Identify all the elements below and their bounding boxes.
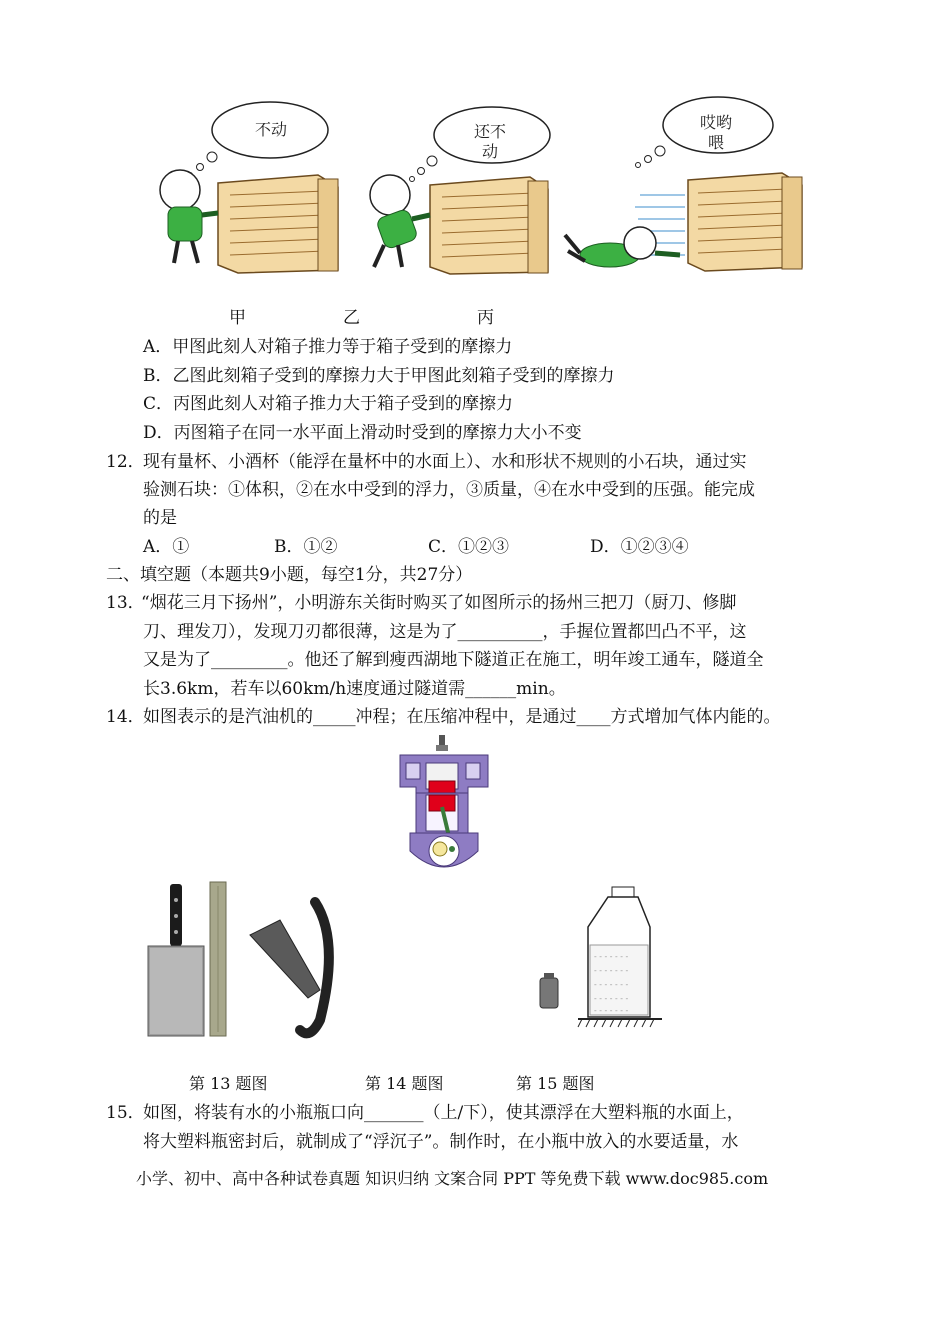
figure-label-yi: 乙 (343, 308, 360, 328)
svg-text:- - - - - - -: - - - - - - - (594, 1006, 629, 1015)
svg-text:- - - - - - -: - - - - - - - (594, 966, 629, 975)
q12-option-b: B．①② (274, 537, 338, 557)
q12-line-2: 验测石块：①体积，②在水中受到的浮力，③质量，④在水中受到的压强。能完成 (143, 480, 755, 500)
q13-line-3: 又是为了_________。他还了解到瘦西湖地下隧道正在施工，明年竣工通车，隧道全 (143, 650, 764, 670)
person-2 (370, 175, 430, 267)
q15-line-1: 如图，将装有水的小瓶瓶口向_______（上/下），使其漂浮在大塑料瓶的水面上， (143, 1103, 744, 1123)
q13-line-2: 刀、理发刀），发现刀刃都很薄，这是为了__________，手握位置都凹凸不平，这 (143, 622, 747, 642)
q15-line-2: 将大塑料瓶密封后，就制成了“浮沉子”。制作时，在小瓶中放入的水要适量，水 (143, 1132, 739, 1152)
crate-2 (430, 177, 548, 274)
figure-label-jia: 甲 (229, 308, 246, 328)
caption-q15: 第 15 题图 (516, 1074, 595, 1093)
floating-diver-bottles (538, 885, 668, 1035)
caption-q13: 第 13 题图 (189, 1074, 268, 1093)
three-knives-photo (140, 880, 340, 1040)
person-3-fallen (565, 227, 680, 267)
q14-number: 14． (106, 707, 145, 727)
svg-text:- - - - - - -: - - - - - - - (594, 952, 629, 961)
svg-text:- - - - - - -: - - - - - - - (594, 994, 629, 1003)
q13-line-1: “烟花三月下扬州”，小明游东关街时购买了如图所示的扬州三把刀（厨刀、修脚 (141, 593, 737, 613)
footer-text: 小学、初中、高中各种试卷真题 知识归纳 文案合同 PPT 等免费下载 www.doc985.com (136, 1169, 769, 1188)
figure-label-bing: 丙 (477, 308, 494, 328)
q12-option-a: A．① (143, 537, 190, 557)
figure-q11 (140, 95, 820, 280)
cloud-text-1: 不动 (254, 120, 287, 139)
crate-1 (218, 175, 338, 273)
figure-q15-bottles (538, 885, 668, 1035)
q13-number: 13． (106, 593, 145, 613)
crate-3-sliding (632, 173, 802, 271)
q12-option-c: C．①②③ (428, 537, 510, 557)
cloud-text-3: 哎哟喂 (699, 113, 732, 152)
q11-option-a: A．甲图此刻人对箱子推力等于箱子受到的摩擦力 (143, 337, 513, 357)
q15-number: 15． (106, 1103, 145, 1123)
cloud-text-2: 还不动 (473, 122, 506, 161)
person-1 (160, 170, 218, 263)
q12-line-1: 现有量杯、小酒杯（能浮在量杯中的水面上）、水和形状不规则的小石块，通过实 (143, 452, 747, 472)
caption-q14: 第 14 题图 (365, 1074, 444, 1093)
q11-option-d: D．丙图箱子在同一水平面上滑动时受到的摩擦力大小不变 (143, 423, 582, 443)
q13-line-4: 长3.6km，若车以60km/h速度通过隧道需______min。 (143, 679, 566, 699)
svg-text:- - - - - - -: - - - - - - - (594, 980, 629, 989)
q14-line-1: 如图表示的是汽油机的_____冲程；在压缩冲程中，是通过____方式增加气体内能的。 (143, 707, 781, 727)
q11-option-c: C．丙图此刻人对箱子推力大于箱子受到的摩擦力 (143, 394, 514, 414)
section-2-heading: 二、填空题（本题共9小题，每空1分，共27分） (106, 565, 473, 585)
figure-q14-engine (396, 733, 496, 883)
gasoline-engine-diagram (396, 733, 496, 883)
figure-q13-knives (140, 880, 340, 1040)
q12-number: 12． (106, 452, 145, 472)
q12-line-3: 的是 (143, 508, 177, 528)
q11-option-b: B．乙图此刻箱子受到的摩擦力大于甲图此刻箱子受到的摩擦力 (143, 366, 615, 386)
q12-option-d: D．①②③④ (590, 537, 689, 557)
